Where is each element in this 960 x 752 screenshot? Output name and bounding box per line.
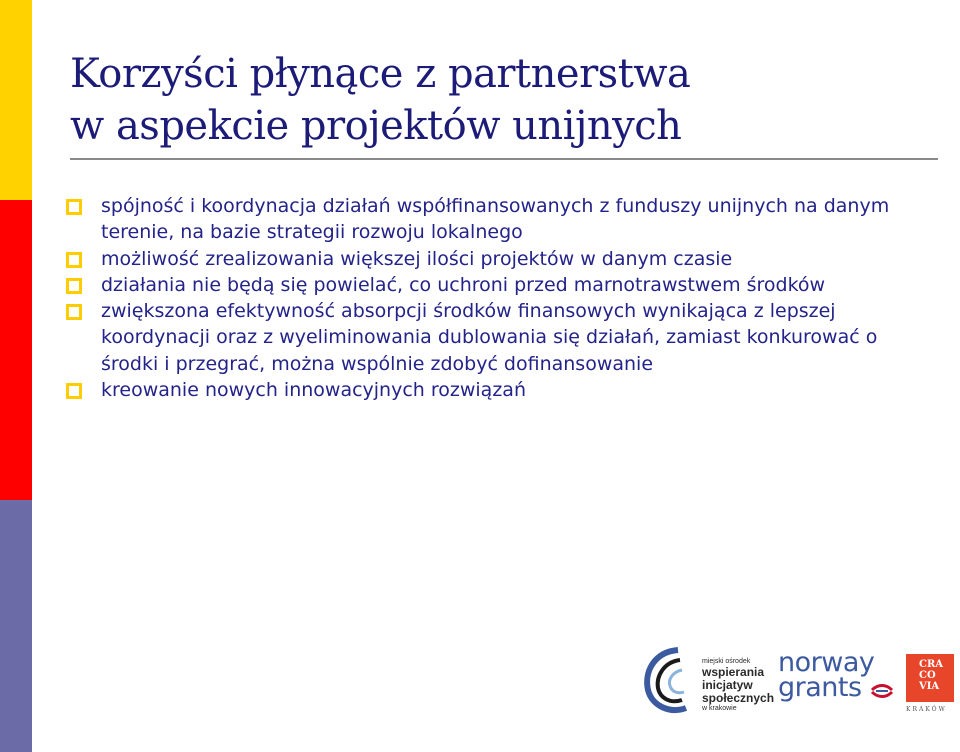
bullet-text: kreowanie nowych innowacyjnych rozwiązań — [101, 379, 526, 402]
cracovia-l3: VIA — [919, 681, 940, 692]
krakow-label: KRAKÓW — [906, 706, 947, 713]
left-accent-bar — [0, 0, 32, 752]
bullet-item — [66, 377, 936, 403]
square-bullet-icon — [66, 278, 82, 294]
bullet-text: działania nie będą się powielać, co uchroni przed marnotrawstwem środków — [101, 273, 826, 296]
square-bullet-icon — [66, 252, 82, 268]
norway-word: norway — [778, 647, 875, 678]
bullet-text: zwiększona efektywność absorpcji środków finansowych wynikająca z lepszej koordynacji oraz z wyeliminowania dublowania się działań, zamiast konkurować o środki i przegrać, można wspólnie zdobyć dofinansowanie — [101, 300, 878, 375]
accent-yellow — [0, 0, 32, 200]
bullet-list — [66, 193, 936, 403]
mowis-line-1: miejski ośrodek — [702, 658, 751, 665]
title-line-2: w aspekcie projektów unijnych — [70, 103, 682, 149]
slide-title — [70, 48, 690, 152]
bullet-item — [66, 272, 936, 298]
cracovia-block — [906, 654, 954, 702]
accent-blue — [0, 500, 32, 752]
accent-red — [0, 200, 32, 500]
mowis-line-2: wspierania — [702, 665, 765, 679]
mowis-line-4: społecznych — [702, 691, 775, 705]
norway-flag-mark-icon — [870, 678, 894, 702]
cracovia-l1: CRA — [919, 659, 944, 670]
cracovia-logo — [906, 654, 956, 718]
bullet-text: możliwość zrealizowania większej ilości projektów w danym czasie — [101, 247, 733, 270]
mowis-text — [702, 658, 774, 713]
mowis-logo — [640, 642, 775, 718]
norway-grants-logo — [778, 648, 890, 708]
title-line-1: Korzyści płynące z partnerstwa — [70, 51, 691, 97]
grants-word: grants — [778, 672, 862, 703]
cracovia-l2: CO — [919, 670, 936, 681]
square-bullet-icon — [66, 199, 82, 215]
title-divider — [70, 158, 938, 160]
bullet-item — [66, 193, 936, 246]
mowis-swirl-icon — [640, 642, 700, 718]
bullet-item — [66, 246, 936, 272]
square-bullet-icon — [66, 383, 82, 399]
cracovia-text — [919, 659, 943, 692]
bullet-text: spójność i koordynacja działań współfinansowanych z funduszy unijnych na danym terenie, na bazie strategii rozwoju lokalnego — [101, 195, 890, 244]
logo-strip — [640, 642, 947, 718]
mowis-line-5: w krakowie — [702, 705, 737, 712]
mowis-line-3: inicjatyw — [702, 678, 753, 692]
bullet-item — [66, 298, 936, 377]
square-bullet-icon — [66, 304, 82, 320]
